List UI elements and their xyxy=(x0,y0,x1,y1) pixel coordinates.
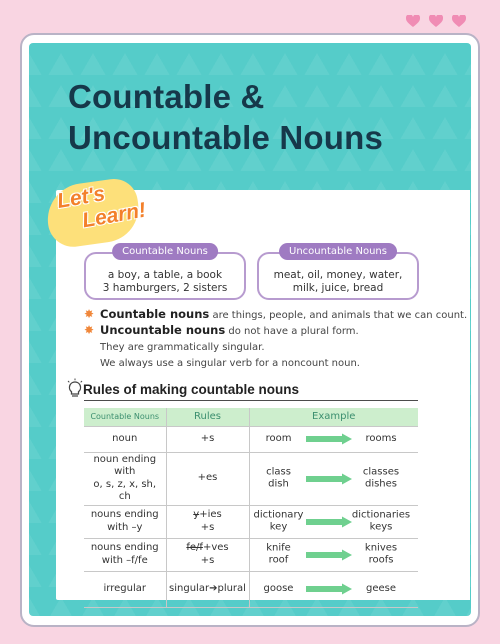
rule-cell: fe/f+ves +s xyxy=(166,538,249,571)
note-sub-2: We always use a singular verb for a noncount noun. xyxy=(100,358,360,369)
arrow-right-icon xyxy=(306,473,352,484)
badge-line-1: Let's xyxy=(55,181,107,214)
uncountable-definition: do not have a plural form. xyxy=(225,326,359,337)
page-title xyxy=(68,76,458,158)
arrow-icon: ➔ xyxy=(209,582,218,594)
rule-cell: singular➔plural xyxy=(166,571,249,607)
heart-icon xyxy=(406,15,420,28)
example-cell: dictionary key dictionaries keys xyxy=(249,505,418,538)
badge-line-2: Learn! xyxy=(80,198,148,233)
lightbulb-icon xyxy=(66,378,84,400)
noun-cell: nouns ending with –f/fe xyxy=(84,538,166,571)
hearts-decoration xyxy=(406,15,466,28)
example-cell: goose geese xyxy=(249,571,418,607)
example-cell: class dish classes dishes xyxy=(249,452,418,505)
example-cell: room rooms xyxy=(249,426,418,452)
arrow-right-icon xyxy=(306,516,352,527)
note-sub-1: They are grammatically singular. xyxy=(100,342,265,353)
table-row xyxy=(84,505,418,538)
star-icon: ✸ xyxy=(84,307,95,321)
rules-underline xyxy=(84,400,418,401)
rule-cell: y+ies +s xyxy=(166,505,249,538)
rules-heading xyxy=(66,378,426,402)
noun-cell: nouns ending with –y xyxy=(84,505,166,538)
table-row xyxy=(84,426,418,452)
heart-icon xyxy=(452,15,466,28)
uncountable-term: Uncountable nouns xyxy=(100,323,226,337)
countable-definition: are things, people, and animals that we can count. xyxy=(209,310,468,321)
noun-cell: noun ending with o, s, z, x, sh, ch xyxy=(84,452,166,505)
countable-term: Countable nouns xyxy=(100,307,210,321)
table-row xyxy=(84,452,418,505)
notes xyxy=(84,307,474,371)
struck-suffix: fe/f xyxy=(186,542,203,553)
arrow-right-icon xyxy=(306,584,352,595)
countable-nouns-box xyxy=(84,246,246,300)
countable-nouns-label: Countable Nouns xyxy=(112,243,218,260)
uncountable-nouns-box xyxy=(257,246,419,300)
header-example: Example xyxy=(249,408,418,426)
uncountable-nouns-label: Uncountable Nouns xyxy=(279,243,397,260)
heart-icon xyxy=(429,15,443,28)
rule-cell: +s xyxy=(166,426,249,452)
countable-example-line-2: 3 hamburgers, 2 sisters xyxy=(102,282,228,294)
title-line-2: Uncountable Nouns xyxy=(68,119,384,156)
arrow-right-icon xyxy=(306,549,352,560)
noun-cell: irregular xyxy=(84,571,166,607)
uncountable-example-line-1: meat, oil, money, water, xyxy=(273,269,403,281)
header-countable-nouns: Countable Nouns xyxy=(84,408,166,426)
table-header-row xyxy=(84,408,418,426)
struck-suffix: y xyxy=(193,509,200,520)
rules-table xyxy=(84,408,418,608)
arrow-right-icon xyxy=(306,434,352,445)
noun-cell: noun xyxy=(84,426,166,452)
countable-example-line-1: a boy, a table, a book xyxy=(107,269,223,281)
rules-title: Rules of making countable nouns xyxy=(83,382,300,397)
uncountable-example-line-2: milk, juice, bread xyxy=(292,282,384,294)
star-icon: ✸ xyxy=(84,323,95,337)
header-rules: Rules xyxy=(166,408,249,426)
title-line-1: Countable & xyxy=(68,78,265,115)
note-countable xyxy=(84,307,474,323)
note-uncountable xyxy=(84,323,474,339)
table-row xyxy=(84,538,418,571)
rule-cell: +es xyxy=(166,452,249,505)
table-row xyxy=(84,571,418,607)
example-cell: knife roof knives roofs xyxy=(249,538,418,571)
